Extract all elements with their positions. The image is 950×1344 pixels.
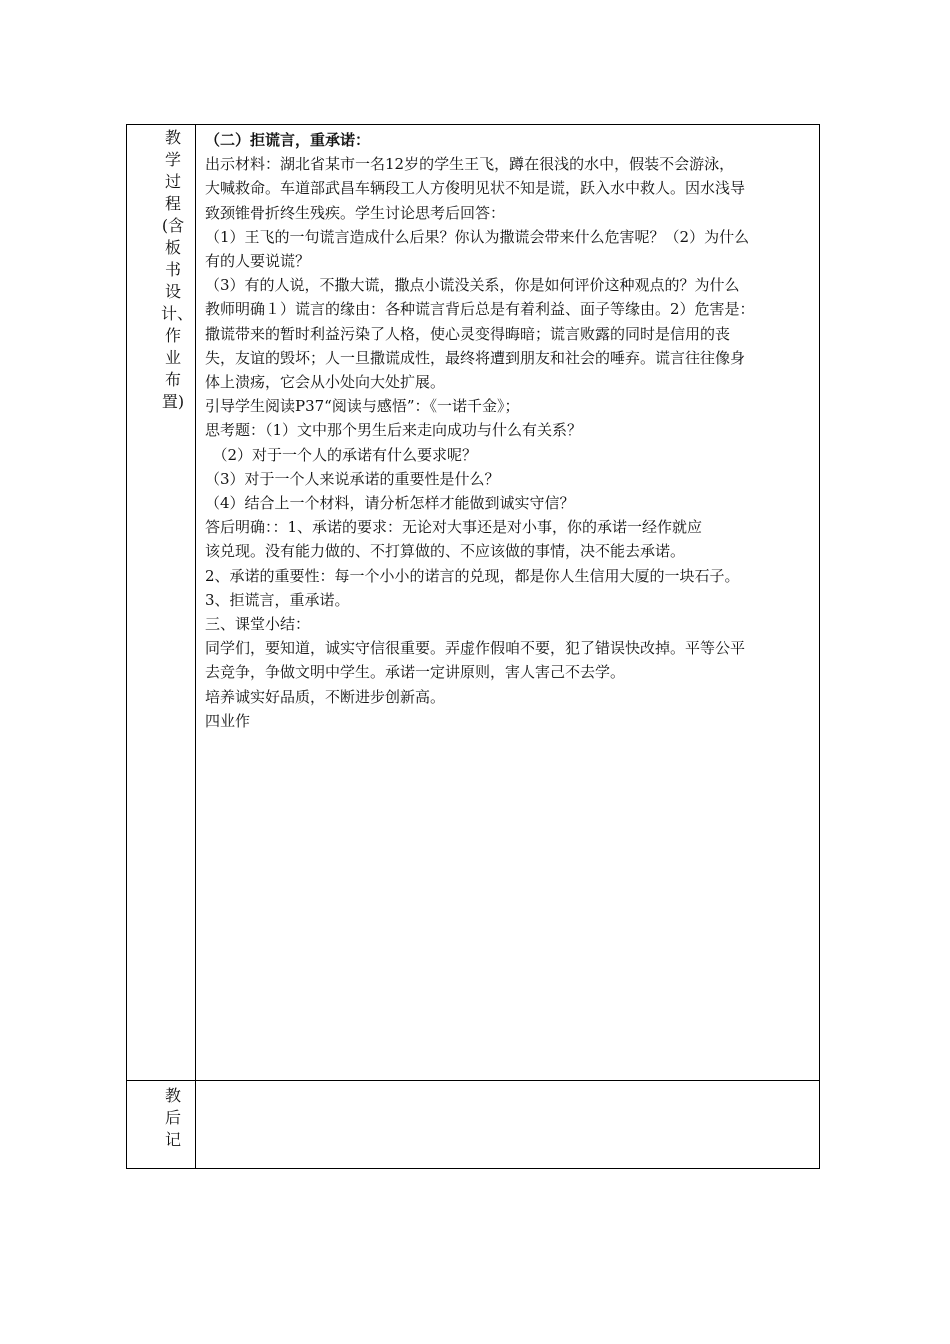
content-line: 体上溃疡，它会从小处向大处扩展。 [205,373,446,392]
content-line: （4）结合上一个材料，请分析怎样才能做到诚实守信？ [205,494,575,513]
content-line: 3、拒谎言，重承诺。 [205,590,350,609]
content-line: 教师明确１）谎言的缘由：各种谎言背后总是有着利益、面子等缘由。2）危害是： [205,300,755,319]
content-line: 大喊救命。车道部武昌车辆段工人方俊明见状不知是谎，跃入水中救人。因水浅导 [205,179,746,198]
content-line: （3）对于一个人来说承诺的重要性是什么？ [205,469,500,488]
content-line: （3）有的人说，不撒大谎，撒点小谎没关系，你是如何评价这种观点的？为什么 [205,276,740,295]
lesson-table [126,124,820,1169]
content-line: （1）王飞的一句谎言造成什么后果？你认为撒谎会带来什么危害呢？（2）为什么 [205,227,750,246]
teaching-content [205,128,817,733]
post-teaching-notes-label: 教后记 [164,1086,181,1149]
content-line: 去竞争，争做文明中学生。承诺一定讲原则，害人害己不去学。 [205,663,626,682]
content-line: 致颈锥骨折终生残疾。学生讨论思考后回答： [205,203,506,222]
content-line: 有的人要说谎？ [205,252,311,271]
content-line: 撒谎带来的暂时利益污染了人格，使心灵变得晦暗；谎言败露的同时是信用的丧 [205,324,731,343]
content-line: 引导学生阅读P37“阅读与感悟”：《一诺千金》； [205,397,520,416]
content-line: 答后明确：：1、承诺的要求：无论对大事还是对小事，你的承诺一经作就应 [205,518,703,537]
content-line: 出示材料：湖北省某市一名12岁的学生王飞，蹲在很浅的水中，假装不会游泳， [205,155,735,174]
content-line: 四业作 [205,711,251,730]
content-line: （2）对于一个人的承诺有什么要求呢？ [205,445,478,464]
section-heading: （二）拒谎言，重承诺： [205,131,371,149]
content-line: 同学们，要知道，诚实守信很重要。弄虚作假咱不要，犯了错误快改掉。平等公平 [205,639,746,658]
content-line: 三、课堂小结： [205,615,311,634]
teaching-process-label: 教学过程(含板书设计、作业布置) [161,128,194,411]
content-line: 培养诚实好品质，不断进步创新高。 [205,687,446,706]
content-line: 2、承诺的重要性：每一个小小的诺言的兑现，都是你人生信用大厦的一块石子。 [205,566,740,585]
content-line: 失，友谊的毁坏；人一旦撒谎成性，最终将遭到朋友和社会的唾弃。谎言往往像身 [205,348,746,367]
row-divider [127,1080,819,1081]
content-line: 思考题：（1）文中那个男生后来走向成功与什么有关系？ [205,421,583,440]
content-line: 该兑现。没有能力做的、不打算做的、不应该做的事情，决不能去承诺。 [205,542,686,561]
column-divider [195,125,196,1168]
